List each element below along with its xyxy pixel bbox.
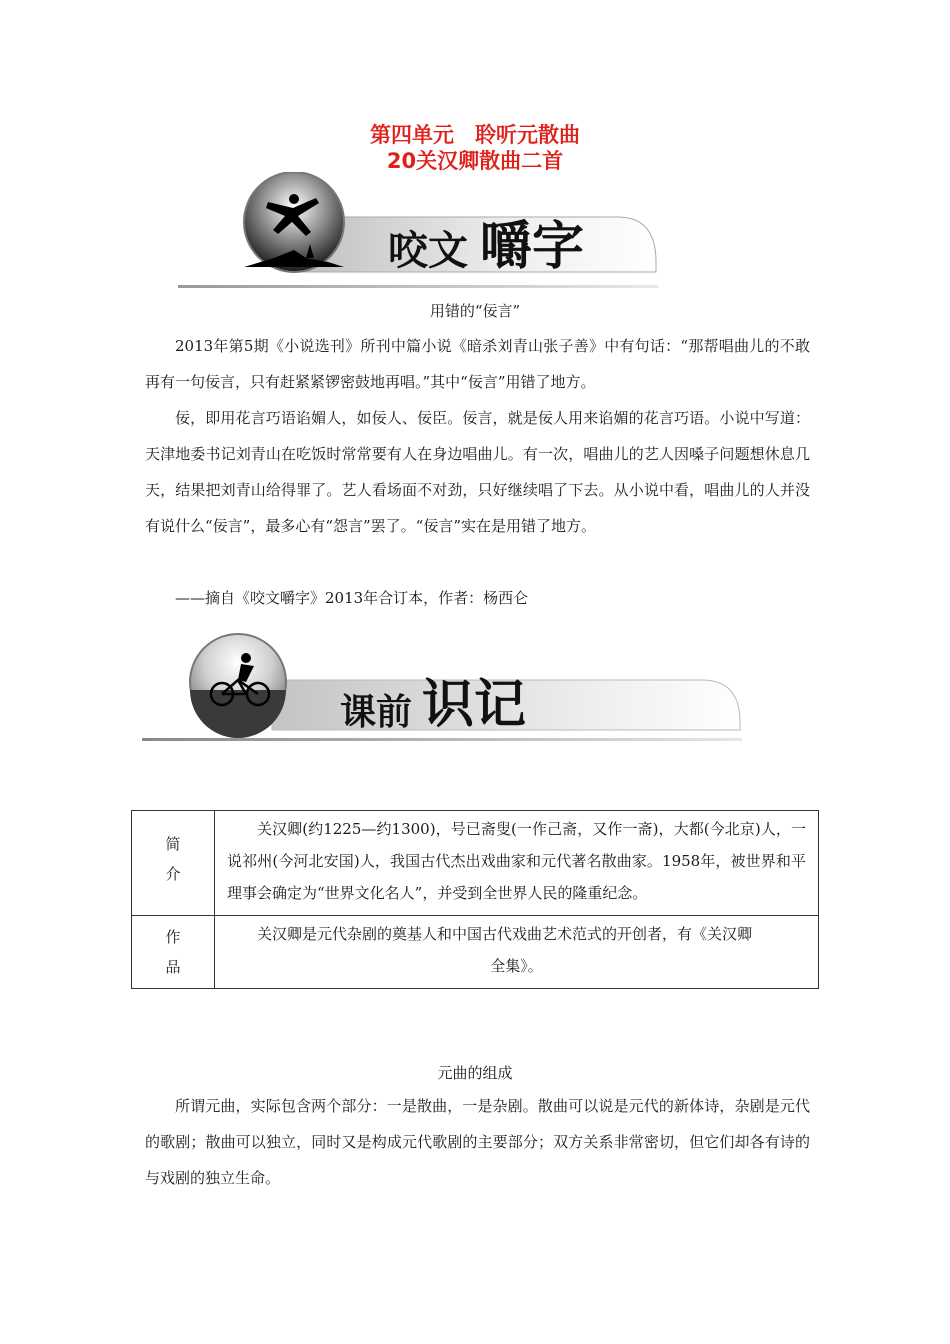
- works-content-line1: 关汉卿是元代杂剧的奠基人和中国古代戏曲艺术范式的开创者，有《关汉卿: [257, 925, 753, 943]
- banner2-label-2: 识记: [422, 674, 527, 735]
- banner-keqianshiji-graphic: [142, 630, 742, 745]
- label-intro-char1: 简: [165, 835, 181, 853]
- section2-heading: 元曲的组成: [437, 1064, 513, 1082]
- section1-paragraph2: 佞，即用花言巧语谄媚人，如佞人、佞臣。佞言，就是佞人用来谄媚的花言巧语。小说中写道：天津地委书记刘青山在吃饭时常常要有人在身边唱曲儿。有一次，唱曲儿的艺人因嗓子问题想休息几天，结果把刘青山给得罪了。艺人看场面不对劲，只好继续唱了下去。从小说中看，唱曲儿的人并没有说什么“佞言”，最多心有“怨言”罢了。“佞言”实在是用错了地方。: [145, 409, 810, 535]
- banner-yaowenjiaozi-graphic: [178, 172, 658, 292]
- table-row-intro: [132, 811, 819, 916]
- label-works-char2: 品: [165, 958, 181, 976]
- section1-paragraph1: 2013年第5期《小说选刊》所刊中篇小说《暗杀刘青山张子善》中有句话：“那帮唱曲儿的不敢再有一句佞言，只有赶紧紧锣密鼓地再唱。”其中“佞言”用错了地方。: [145, 337, 810, 391]
- section1-heading: 用错的“佞言”: [429, 302, 521, 320]
- banner2-label-1: 课前: [340, 691, 413, 733]
- author-info-table: [131, 810, 819, 989]
- label-intro-char2: 介: [165, 865, 181, 883]
- banner-keqianshiji: [142, 630, 742, 745]
- section2-paragraph1: 所谓元曲，实际包含两个部分：一是散曲，一是杂剧。散曲可以说是元代的新体诗，杂剧是元代的歌剧；散曲可以独立，同时又是构成元代歌剧的主要部分；双方关系非常密切，但它们却各有诗的与戏剧的独立生命。: [145, 1097, 810, 1187]
- works-content: [215, 916, 819, 989]
- banner-yaowenjiaozi: [178, 172, 658, 292]
- works-content-line2: 全集》。: [490, 957, 543, 975]
- table-row-works: [132, 916, 819, 989]
- label-works-char1: 作: [165, 928, 181, 946]
- banner1-label-2: 嚼字: [480, 216, 585, 277]
- section1-source: ——摘自《咬文嚼字》2013年合订本，作者：杨西仑: [175, 589, 529, 607]
- unit-title: 第四单元 聆听元散曲: [370, 123, 580, 147]
- banner1-label-1: 咬文: [388, 227, 468, 274]
- intro-content: 关汉卿(约1225—约1300)，号已斋叟(一作己斋，又作一斋)，大都(今北京)人，一说祁州(今河北安国)人，我国古代杰出戏曲家和元代著名散曲家。1958年，被世界和平理事会确定为“世界文化名人”，并受到全世界人民的隆重纪念。: [215, 811, 819, 916]
- label-intro: [132, 811, 215, 916]
- label-works: [132, 916, 215, 989]
- lesson-title: 20关汉卿散曲二首: [386, 149, 564, 173]
